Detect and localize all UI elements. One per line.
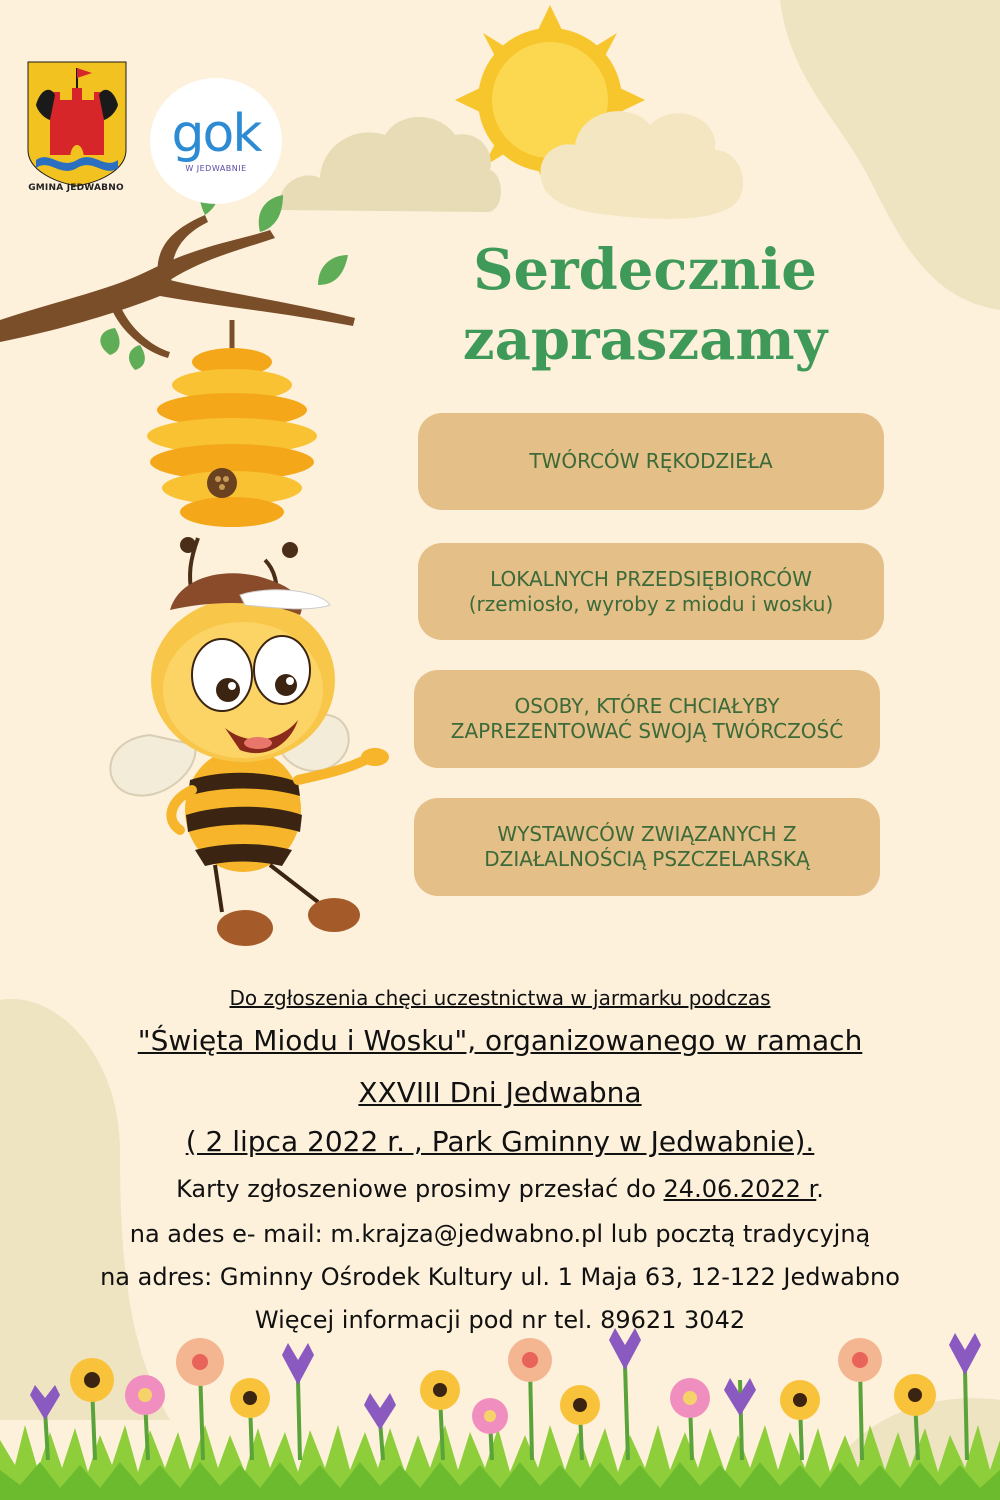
invite-card-4 [414, 798, 880, 896]
invite-card-text: OSOBY, KTÓRE CHCIAŁYBY ZAPREZENTOWAĆ SWOJĄ TWÓRCZOŚĆ [450, 694, 844, 743]
info-line-8: Więcej informacji pod nr tel. 89621 3042 [254, 1306, 746, 1334]
info-line-7: na adres: Gminny Ośrodek Kultury ul. 1 Maja 63, 12-122 Jedwabno [100, 1263, 900, 1291]
info-line-5-suffix: . [816, 1175, 824, 1203]
gok-logo [150, 78, 282, 204]
deadline-date: 24.06.2022 r [663, 1175, 817, 1203]
gok-logo-subtext: W JEDWABNIE [185, 164, 247, 173]
flowers-icon [30, 1328, 981, 1460]
cloud-icon-left [278, 117, 501, 212]
info-line-4: ( 2 lipca 2022 r. , Park Gminny w Jedwabnie). [185, 1125, 815, 1158]
invite-card-text: LOKALNYCH PRZEDSIĘBIORCÓW (rzemiosło, wyroby z miodu i wosku) [468, 566, 834, 616]
headline-line2: zapraszamy [462, 307, 828, 373]
gmina-crest-caption: GMINA JEDWABNO [28, 183, 124, 193]
invite-card-1 [418, 413, 884, 510]
info-line-5-prefix: Karty zgłoszeniowe prosimy przesłać do [176, 1175, 664, 1203]
invite-card-text: TWÓRCÓW RĘKODZIEŁA [529, 449, 773, 473]
headline-line1: Serdecznie [473, 237, 817, 303]
invite-card-text: WYSTAWCÓW ZWIĄZANYCH Z DZIAŁALNOŚCIĄ PSZCZELARSKĄ [484, 822, 810, 871]
invite-card-2 [418, 543, 884, 640]
beehive-icon [147, 320, 317, 527]
gmina-crest-icon [28, 62, 126, 186]
info-line-2: "Święta Miodu i Wosku", organizowanego w ramach [137, 1024, 863, 1057]
gok-logo-text: gok [171, 104, 261, 164]
info-line-1: Do zgłoszenia chęci uczestnictwa w jarmarku podczas [229, 986, 771, 1010]
bee-mascot-icon [110, 537, 389, 946]
grass-icon [0, 1425, 1000, 1500]
left-blob [0, 999, 170, 1420]
info-line-3: XXVIII Dni Jedwabna [358, 1076, 642, 1109]
info-line-6: na ades e- mail: m.krajza@jedwabno.pl lub pocztą tradycyjną [129, 1220, 871, 1248]
info-line-5 [20, 1173, 980, 1205]
invite-card-3 [414, 670, 880, 768]
